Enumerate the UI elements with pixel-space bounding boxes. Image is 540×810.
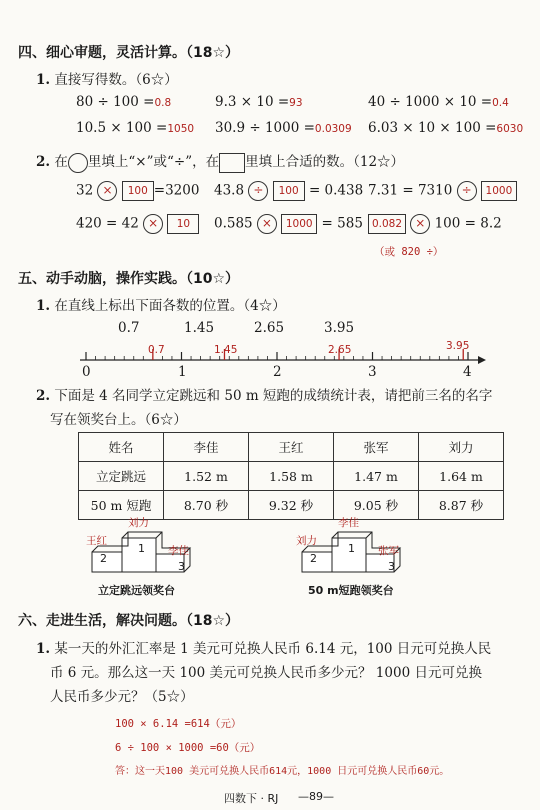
table-header-row xyxy=(79,433,504,462)
table-header-cell: 王红 xyxy=(249,433,334,462)
s5-q2-text-cont: 写在领奖台上。（6☆） xyxy=(50,412,187,428)
table-header-cell: 张军 xyxy=(334,433,419,462)
table-cell: 1.47 m xyxy=(334,462,419,491)
operator-circle: × xyxy=(143,214,163,234)
number-to-mark: 3.95 xyxy=(324,320,355,336)
fill-item xyxy=(76,181,199,201)
page-number: —89— xyxy=(298,790,334,803)
fill-item xyxy=(368,181,517,201)
calc-item xyxy=(215,94,303,110)
podium-rank: 1 xyxy=(348,542,355,555)
axis-label: 2 xyxy=(273,364,282,380)
table-header-cell: 李佳 xyxy=(164,433,249,462)
podium-third-name: 李佳 xyxy=(168,545,189,557)
s6-q1-prompt xyxy=(36,637,491,657)
q1-number: 1. xyxy=(36,72,51,88)
s5-q2-number: 2. xyxy=(36,388,51,404)
q2-number: 2. xyxy=(36,154,51,170)
q2-text-c: 里填上合适的数。（12☆） xyxy=(245,154,405,170)
calc-item xyxy=(76,94,171,110)
table-header-cell: 刘力 xyxy=(419,433,504,462)
fill-post: = 585 xyxy=(321,215,363,232)
podium-second-name: 刘力 xyxy=(296,535,317,547)
podium-second-name: 王红 xyxy=(86,535,107,547)
fill-pre: 420 = 42 xyxy=(76,215,139,232)
podium-rank: 1 xyxy=(138,542,145,555)
calc-expr: 80 ÷ 100 = xyxy=(76,94,155,110)
fill-item xyxy=(76,214,199,234)
fill-post: =3200 xyxy=(153,182,200,199)
answer-box: 1000 xyxy=(481,181,517,201)
axis-label: 0 xyxy=(82,364,91,380)
s5-q1-number: 1. xyxy=(36,298,51,314)
table-cell: 50 m 短跑 xyxy=(79,491,164,520)
answer-box: 100 xyxy=(273,181,305,201)
calc-answer: 93 xyxy=(289,97,303,109)
s5-q1-text: 在直线上标出下面各数的位置。（4☆） xyxy=(54,298,286,314)
answer-box: 1000 xyxy=(281,214,317,234)
table-cell: 1.64 m xyxy=(419,462,504,491)
calc-answer: 0.8 xyxy=(154,97,172,109)
podium-rank: 2 xyxy=(100,552,107,565)
s6-q1-text-cont: 人民币多少元？（5☆） xyxy=(50,689,194,705)
table-cell: 立定跳远 xyxy=(79,462,164,491)
podium-rank: 3 xyxy=(388,560,395,573)
podium-third-name: 张军 xyxy=(378,545,399,557)
score-table xyxy=(78,432,504,520)
marked-answer: 0.7 xyxy=(148,344,165,356)
table-cell: 9.05 秒 xyxy=(334,491,419,520)
operator-circle: × xyxy=(257,214,277,234)
s6-q1-number: 1. xyxy=(36,641,51,657)
operator-circle: × xyxy=(410,214,430,234)
number-to-mark: 0.7 xyxy=(118,320,140,336)
footer-label: 四数下 · RJ xyxy=(224,792,279,805)
marked-answer: 2.65 xyxy=(328,344,352,356)
podium-first-name: 李佳 xyxy=(338,517,359,529)
calc-answer: 0.0309 xyxy=(314,123,352,135)
s5-q2-prompt xyxy=(36,384,492,404)
podium-sprint-caption: 50 m短跑领奖台 xyxy=(308,584,394,597)
fill-pre: 0.585 xyxy=(214,215,253,232)
section5-title: 五、动手动脑，操作实践。（10☆） xyxy=(18,271,240,287)
answer-box: 10 xyxy=(167,214,199,234)
q2-text-a: 在 xyxy=(54,154,68,170)
answer-box: 100 xyxy=(122,181,154,201)
q2-prompt xyxy=(36,150,404,173)
calc-item xyxy=(368,94,509,110)
table-cell: 9.32 秒 xyxy=(249,491,334,520)
axis-label: 3 xyxy=(368,364,377,380)
table-row xyxy=(79,462,504,491)
table-cell: 1.58 m xyxy=(249,462,334,491)
q1-text: 直接写得数。（6☆） xyxy=(54,72,178,88)
fill-pre: 32 xyxy=(76,182,94,199)
fill-item xyxy=(368,214,502,234)
calc-answer: 6030 xyxy=(496,123,524,135)
table-cell: 8.70 秒 xyxy=(164,491,249,520)
axis-label: 4 xyxy=(463,364,472,380)
s5-q2-text: 下面是 4 名同学立定跳远和 50 m 短跑的成绩统计表，请把前三名的名字 xyxy=(54,388,493,404)
calc-expr: 6.03 × 10 × 100 = xyxy=(368,120,497,136)
fill-item xyxy=(214,181,363,201)
section4-title: 四、细心审题，灵活计算。（18☆） xyxy=(18,45,240,61)
calc-expr: 40 ÷ 1000 × 10 = xyxy=(368,94,493,110)
s5-q1-prompt xyxy=(36,294,286,314)
operator-circle: ÷ xyxy=(248,181,268,201)
q2-text-b: 里填上“×”或“÷”，在 xyxy=(87,154,220,170)
section6-title: 六、走进生活，解决问题。（18☆） xyxy=(18,613,240,629)
podium-first-name: 刘力 xyxy=(128,517,149,529)
number-to-mark: 1.45 xyxy=(184,320,215,336)
calc-item xyxy=(215,120,352,136)
fill-item xyxy=(214,214,363,234)
operator-circle: ÷ xyxy=(457,181,477,201)
fill-pre: 7.31 = 7310 xyxy=(368,182,453,199)
fill-post: 100 = 8.2 xyxy=(434,215,502,232)
fill-post: = 0.438 xyxy=(308,182,364,199)
calc-expr: 30.9 ÷ 1000 = xyxy=(215,120,315,136)
square-symbol-icon xyxy=(219,153,245,173)
operator-circle: × xyxy=(97,181,117,201)
marked-answer: 3.95 xyxy=(446,340,470,352)
calc-expr: 9.3 × 10 = xyxy=(215,94,290,110)
podium-rank: 2 xyxy=(310,552,317,565)
alt-answer-note: （或 820 ÷） xyxy=(374,246,444,258)
calc-answer: 0.4 xyxy=(492,97,509,109)
calc-item xyxy=(76,120,194,136)
table-header-cell: 姓名 xyxy=(79,433,164,462)
final-answer: 答：这一天100 美元可兑换人民币614元，1000 日元可兑换人民币60元。 xyxy=(115,766,450,777)
calc-item xyxy=(368,120,523,136)
q1-prompt xyxy=(36,68,178,88)
table-cell: 1.52 m xyxy=(164,462,249,491)
axis-label: 1 xyxy=(178,364,187,380)
s6-q1-text: 某一天的外汇汇率是 1 美元可兑换人民币 6.14 元，100 日元可兑换人民 xyxy=(54,641,492,657)
fill-pre: 43.8 xyxy=(214,182,245,199)
work-line: 100 × 6.14 =614（元） xyxy=(115,718,242,730)
s6-q1-text-cont: 币 6 元。那么这一天 100 美元可兑换人民币多少元？ 1000 日元可兑换 xyxy=(50,665,482,681)
marked-answer: 1.45 xyxy=(214,344,238,356)
work-line: 6 ÷ 100 × 1000 =60（元） xyxy=(115,742,261,754)
number-to-mark: 2.65 xyxy=(254,320,285,336)
calc-answer: 1050 xyxy=(167,123,195,135)
answer-box: 0.082 xyxy=(368,214,406,234)
circle-symbol-icon xyxy=(68,153,88,173)
calc-expr: 10.5 × 100 = xyxy=(76,120,168,136)
podium-jump-caption: 立定跳远领奖台 xyxy=(98,584,175,597)
podium-rank: 3 xyxy=(178,560,185,573)
table-cell: 8.87 秒 xyxy=(419,491,504,520)
